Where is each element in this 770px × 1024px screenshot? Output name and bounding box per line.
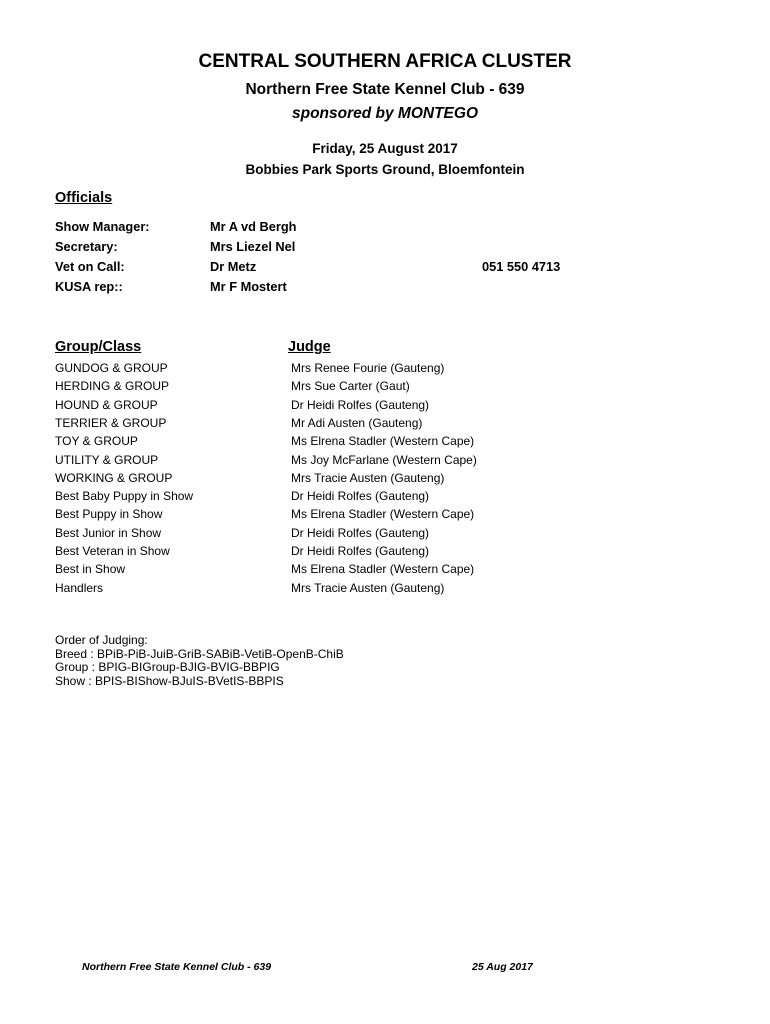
group-class-cell: Handlers xyxy=(55,580,104,595)
group-class-cell: WORKING & GROUP xyxy=(55,470,173,485)
judge-cell: Ms Elrena Stadler (Western Cape) xyxy=(291,562,475,577)
group-class-heading: Group/Class xyxy=(55,339,142,355)
judge-cell: Dr Heidi Rolfes (Gauteng) xyxy=(291,397,430,412)
judge-cell: Mrs Renee Fourie (Gauteng) xyxy=(291,361,445,375)
official-role: Vet on Call: xyxy=(55,259,125,274)
official-name: Dr Metz xyxy=(210,259,257,274)
group-class-cell: Best Puppy in Show xyxy=(55,507,163,522)
judge-heading: Judge xyxy=(288,339,331,355)
show-date: Friday, 25 August 2017 xyxy=(312,141,458,156)
order-of-judging xyxy=(55,634,344,688)
judge-cell: Mrs Sue Carter (Gaut) xyxy=(291,379,410,394)
group-class-cell: HERDING & GROUP xyxy=(55,379,170,394)
group-class-cell: GUNDOG & GROUP xyxy=(55,361,168,375)
official-role: KUSA rep:: xyxy=(55,279,123,294)
order-heading: Order of Judging: xyxy=(55,633,148,647)
order-group: Group : BPIG-BIGroup-BJIG-BVIG-BBPIG xyxy=(55,660,280,674)
judge-cell: Dr Heidi Rolfes (Gauteng) xyxy=(291,544,430,558)
official-name: Mr A vd Bergh xyxy=(210,219,297,234)
group-class-cell: Best Junior in Show xyxy=(55,525,162,540)
sponsor-line: sponsored by MONTEGO xyxy=(291,105,478,122)
judge-cell: Ms Elrena Stadler (Western Cape) xyxy=(291,507,475,522)
official-role: Show Manager: xyxy=(55,219,150,234)
judge-cell: Mrs Tracie Austen (Gauteng) xyxy=(291,580,445,595)
judge-cell: Dr Heidi Rolfes (Gauteng) xyxy=(291,525,430,540)
order-breed: Breed : BPiB-PiB-JuiB-GriB-SABiB-VetiB-OpenB-ChiB xyxy=(55,646,344,661)
group-class-cell: UTILITY & GROUP xyxy=(55,452,159,467)
judge-cell: Dr Heidi Rolfes (Gauteng) xyxy=(291,489,430,504)
officials-heading: Officials xyxy=(55,190,113,206)
judge-cell: Ms Joy McFarlane (Western Cape) xyxy=(291,452,477,467)
official-name: Mrs Liezel Nel xyxy=(210,239,296,254)
group-class-cell: Best in Show xyxy=(55,562,126,577)
judge-cell: Ms Elrena Stadler (Western Cape) xyxy=(291,434,475,449)
judge-cell: Mr Adi Austen (Gauteng) xyxy=(291,415,423,430)
group-class-cell: Best Veteran in Show xyxy=(55,544,170,558)
footer-club: Northern Free State Kennel Club - 639 xyxy=(82,961,272,973)
group-class-cell: Best Baby Puppy in Show xyxy=(55,489,194,504)
footer-date: 25 Aug 2017 xyxy=(472,961,533,973)
vet-phone: 051 550 4713 xyxy=(482,259,561,274)
group-class-cell: HOUND & GROUP xyxy=(55,397,158,412)
document-title: CENTRAL SOUTHERN AFRICA CLUSTER xyxy=(198,51,572,72)
show-venue: Bobbies Park Sports Ground, Bloemfontein xyxy=(245,162,525,177)
official-role: Secretary: xyxy=(55,239,118,254)
order-show: Show : BPIS-BIShow-BJuIS-BVetIS-BBPIS xyxy=(55,673,284,688)
group-class-cell: TERRIER & GROUP xyxy=(55,415,167,430)
judge-cell: Mrs Tracie Austen (Gauteng) xyxy=(291,470,445,485)
club-name: Northern Free State Kennel Club - 639 xyxy=(245,81,525,98)
group-class-cell: TOY & GROUP xyxy=(55,434,138,449)
official-name: Mr F Mostert xyxy=(210,279,287,294)
